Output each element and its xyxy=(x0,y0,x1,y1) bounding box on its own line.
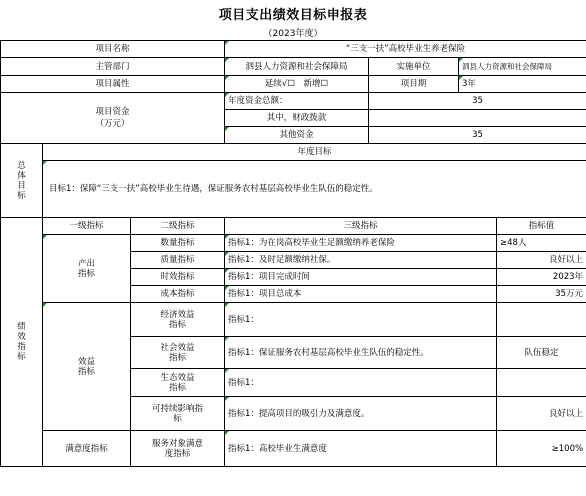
funds-total-label: 年度资金总额： xyxy=(225,93,369,110)
impl-value[interactable]: 泗县人力资源和社会保障局 xyxy=(459,58,586,76)
project-name-label: 项目名称 xyxy=(1,41,225,58)
benefit-l3-sustainable[interactable]: 指标1：提高项目的吸引力及满意度。 xyxy=(225,397,497,431)
dept-value[interactable]: 泗县人力资源和社会保障局 xyxy=(225,58,369,76)
output-val-timeliness[interactable]: 2023年 xyxy=(497,269,586,286)
benefit-l2-social: 社会效益指标 xyxy=(131,337,225,369)
satisfaction-l2: 服务对象满意度指标 xyxy=(131,431,225,467)
output-l3-cost[interactable]: 指标1：项目总成本 xyxy=(225,286,497,303)
benefit-l3-economic[interactable]: 指标1： xyxy=(225,303,497,337)
benefit-l2-sustainable: 可持续影响指标 xyxy=(131,397,225,431)
output-val-quantity[interactable]: ≥48人 xyxy=(497,235,586,252)
output-l2-quality: 质量指标 xyxy=(131,252,225,269)
benefit-l2-economic: 经济效益指标 xyxy=(131,303,225,337)
header-level3: 三级指标 xyxy=(225,218,497,235)
benefit-l3-ecological[interactable]: 指标1： xyxy=(225,369,497,397)
funds-total-value[interactable]: 35 xyxy=(369,93,586,110)
overall-goal-label: 总体目标 xyxy=(1,144,43,218)
impl-label: 实施单位 xyxy=(369,58,459,76)
output-l3-timeliness[interactable]: 指标1：项目完成时间 xyxy=(225,269,497,286)
header-level2: 二级指标 xyxy=(131,218,225,235)
benefit-val-social[interactable]: 队伍稳定 xyxy=(497,337,586,369)
funds-fiscal-label: 其中，财政拨款 xyxy=(225,110,369,127)
output-l2-cost: 成本指标 xyxy=(131,286,225,303)
benefit-indicators-label: 效益指标 xyxy=(43,303,131,431)
funds-other-value[interactable]: 35 xyxy=(369,127,586,144)
output-l2-quantity: 数量指标 xyxy=(131,235,225,252)
satisfaction-indicators-label: 满意度指标 xyxy=(43,431,131,467)
benefit-val-economic[interactable] xyxy=(497,303,586,337)
benefit-val-sustainable[interactable]: 良好以上 xyxy=(497,397,586,431)
benefit-l2-ecological: 生态效益指标 xyxy=(131,369,225,397)
form-title: 项目支出绩效目标申报表 xyxy=(218,8,368,23)
funds-other-label: 其他资金 xyxy=(225,127,369,144)
satisfaction-val[interactable]: ≥100% xyxy=(497,431,586,467)
output-l2-timeliness: 时效指标 xyxy=(131,269,225,286)
header-level1: 一级指标 xyxy=(43,218,131,235)
benefit-l3-social[interactable]: 指标1：保证服务农村基层高校毕业生队伍的稳定性。 xyxy=(225,337,497,369)
dept-label: 主管部门 xyxy=(1,58,225,76)
period-value[interactable]: 3年 xyxy=(459,76,586,93)
annual-goal-header: 年度目标 xyxy=(43,144,586,161)
performance-form-table xyxy=(0,40,586,467)
output-l3-quantity[interactable]: 指标1：为在岗高校毕业生足额缴纳养老保险 xyxy=(225,235,497,252)
attr-label: 项目属性 xyxy=(1,76,225,93)
annual-goal-text[interactable]: 目标1：保障“三支一扶”高校毕业生待遇，保证服务农村基层高校毕业生队伍的稳定性。 xyxy=(43,161,586,218)
output-indicators-label: 产出指标 xyxy=(43,235,131,303)
header-value: 指标值 xyxy=(497,218,586,235)
form-year: （2023年度） xyxy=(263,29,323,39)
performance-indicators-label: 绩效指标 xyxy=(1,218,43,467)
benefit-val-ecological[interactable] xyxy=(497,369,586,397)
output-val-cost[interactable]: 35万元 xyxy=(497,286,586,303)
output-val-quality[interactable]: 良好以上 xyxy=(497,252,586,269)
satisfaction-l3[interactable]: 指标1：高校毕业生满意度 xyxy=(225,431,497,467)
period-label: 项目期 xyxy=(369,76,459,93)
funds-label: 项目资金 （万元） xyxy=(1,93,225,144)
funds-fiscal-value[interactable] xyxy=(369,110,586,127)
attr-value[interactable]: 延续√☐ 新增☐ xyxy=(225,76,369,93)
output-l3-quality[interactable]: 指标1：及时足额缴纳社保。 xyxy=(225,252,497,269)
project-name-value[interactable]: “三支一扶”高校毕业生养老保险 xyxy=(225,41,586,58)
